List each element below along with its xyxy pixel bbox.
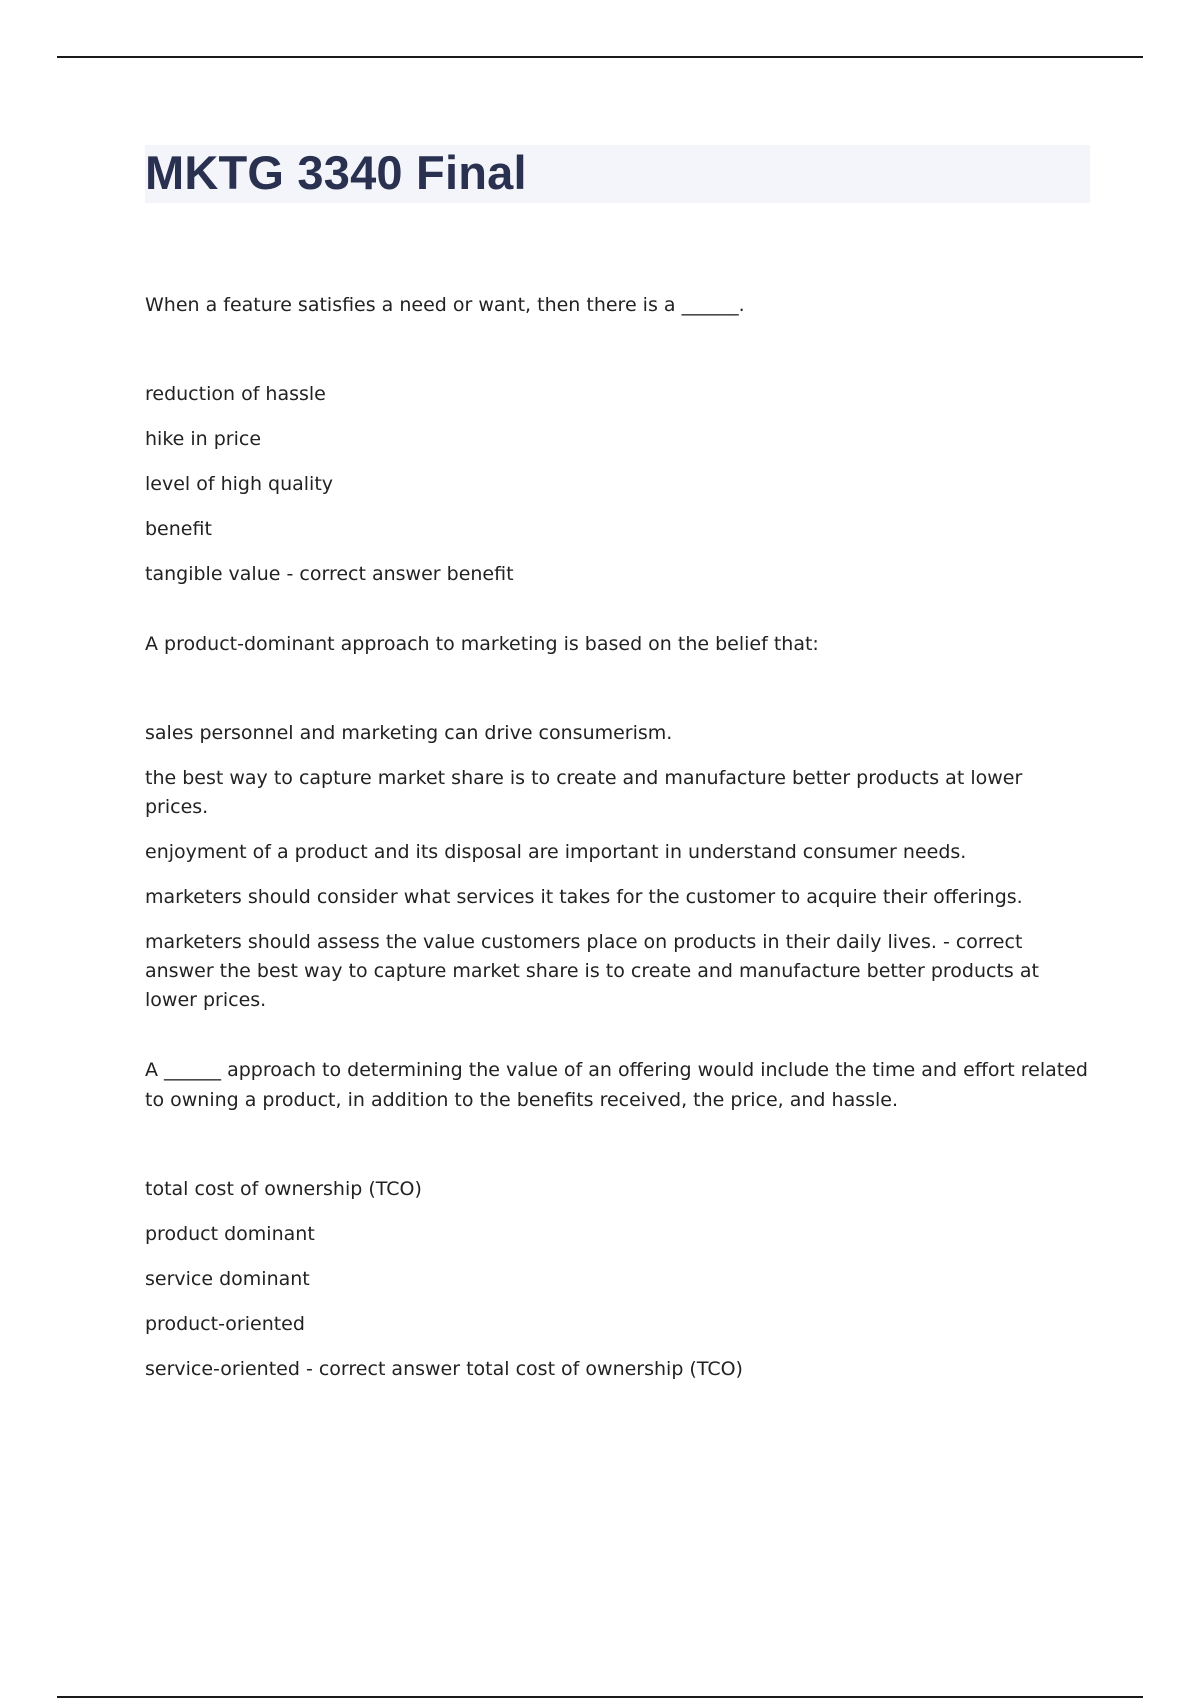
correct-answer-label: correct answer (145, 931, 1023, 982)
top-rule (57, 56, 1143, 58)
answer-option-text: marketers should assess the value customers place on products in their daily lives. (145, 931, 937, 953)
correct-answer-text: benefit (446, 563, 514, 585)
question-block (145, 1055, 1090, 1384)
answer-option: enjoyment of a product and its disposal are important in understand consumer needs. (145, 841, 967, 863)
question-list (145, 290, 1090, 1424)
correct-answer-text: total cost of ownership (TCO) (466, 1358, 743, 1380)
answer-option: marketers should consider what services it takes for the customer to acquire their offerings. (145, 886, 1023, 908)
correct-answer-label: correct answer (318, 1358, 461, 1380)
answer-option-text: service-oriented (145, 1358, 300, 1380)
question-block (145, 629, 1090, 1015)
answer-option: hike in price (145, 428, 262, 450)
question-block (145, 290, 1090, 589)
answer-option: service dominant (145, 1268, 310, 1290)
answer-option-text: tangible value (145, 563, 281, 585)
correct-answer-text: the best way to capture market share is to create and manufacture better products at lower prices. (145, 960, 1039, 1011)
document-title: MKTG 3340 Final (145, 146, 527, 199)
answer-option: sales personnel and marketing can drive consumerism. (145, 722, 673, 744)
bottom-rule (57, 1696, 1143, 1698)
answer-option: reduction of hassle (145, 383, 326, 405)
correct-answer-label: correct answer (299, 563, 441, 585)
answer-option-with-key: marketers should assess the value customers place on products in their daily lives. - correct answer the best way to capture market share is to create and manufacture better products at lower prices. (145, 931, 1039, 1011)
answer-option-with-key: tangible value - correct answer benefit (145, 563, 514, 585)
question-text: When a feature satisfies a need or want, then there is a ______. (145, 294, 745, 316)
question-text: A ______ approach to determining the value of an offering would include the time and effort related to owning a product, in addition to the benefits received, the price, and hassle. (145, 1059, 1088, 1111)
answer-option: level of high quality (145, 473, 334, 495)
answer-option-with-key: service-oriented - correct answer total cost of ownership (TCO) (145, 1358, 743, 1380)
answer-option: product dominant (145, 1223, 315, 1245)
question-text: A product-dominant approach to marketing is based on the belief that: (145, 633, 819, 655)
answer-option: total cost of ownership (TCO) (145, 1178, 422, 1200)
answer-option: benefit (145, 518, 212, 540)
answer-option: product-oriented (145, 1313, 305, 1335)
answer-option: the best way to capture market share is to create and manufacture better products at lower prices. (145, 767, 1023, 818)
